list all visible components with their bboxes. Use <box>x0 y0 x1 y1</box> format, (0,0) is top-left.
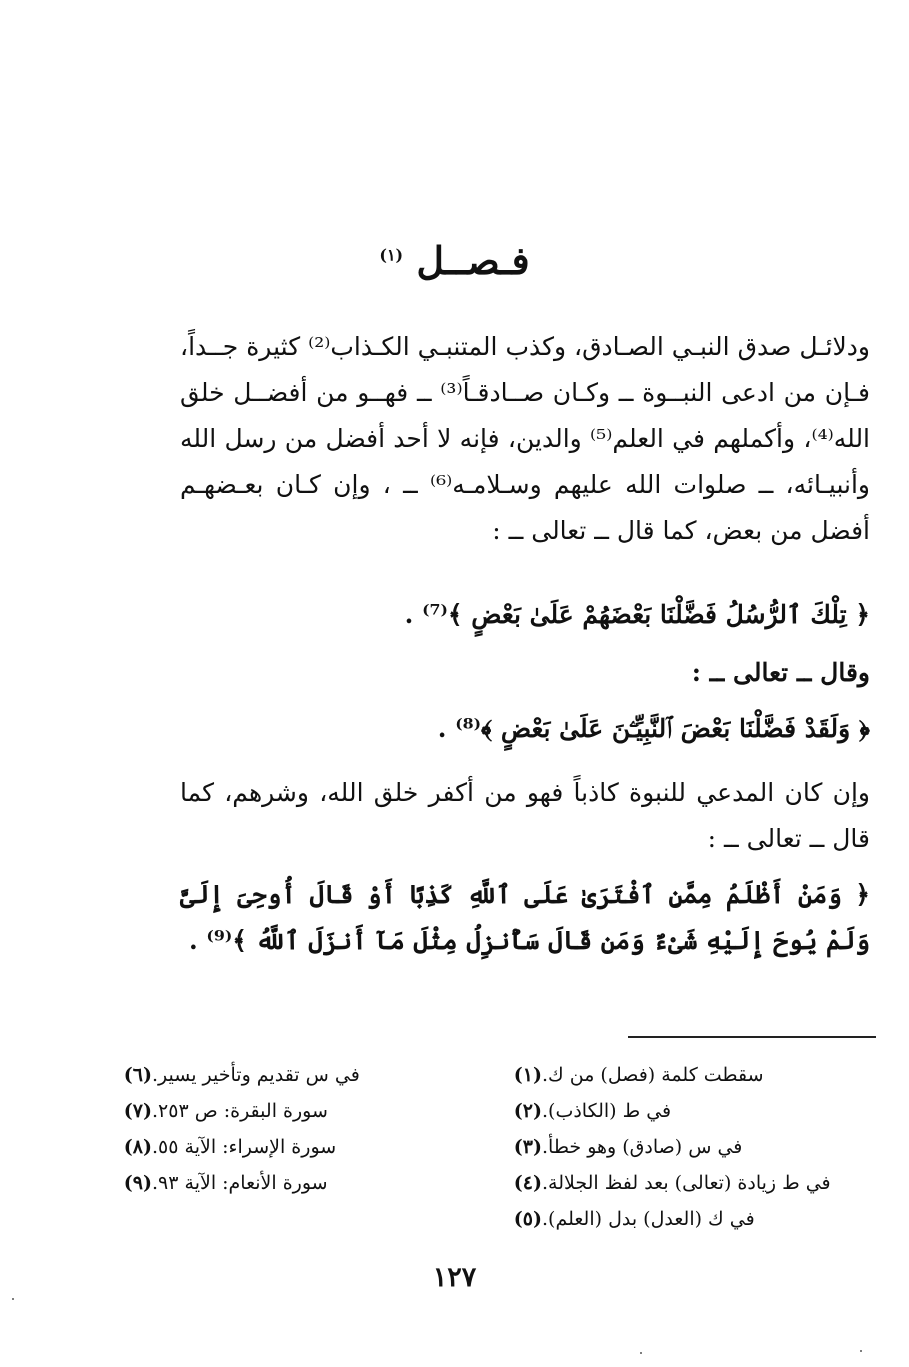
page-number: ١٢٧ <box>432 1262 477 1293</box>
footnote-text: سورة الإسراء: الآية ٥٥. <box>152 1136 337 1158</box>
footnote <box>100 1129 482 1165</box>
footnote-number: (٩) <box>123 1172 152 1194</box>
footnote <box>490 1165 870 1201</box>
section-title <box>0 238 909 283</box>
quran-verse-2: ﴿ وَلَقَدْ فَضَّلْنَا بَعْضَ ٱلنَّبِيِّـۧنَ عَلَىٰ بَعْضٍ ﴾⁽⁸⁾ . <box>437 714 870 743</box>
quran-verse-1: ﴿ تِلْكَ ٱلرُّسُلُ فَضَّلْنَا بَعْضَهُمْ عَلَىٰ بَعْضٍ ﴾⁽⁷⁾ . <box>404 600 870 629</box>
footnote-separator <box>628 1036 876 1038</box>
footnote-number: (٥) <box>513 1208 542 1230</box>
footnote <box>100 1057 482 1093</box>
footnote-text: في ك (العدل) بدل (العلم). <box>542 1208 755 1230</box>
footnote-text: في س (صادق) وهو خطأ. <box>542 1136 743 1158</box>
footnote-number: (١) <box>513 1064 542 1086</box>
paragraph-2: وإن كان المدعي للنبوة كاذباً فهو من أكفر خلق الله، وشرهم، كما قال ــ تعالى ــ : <box>180 778 871 853</box>
footnote-text: سورة الأنعام: الآية ٩٣. <box>152 1172 328 1194</box>
footnote-number: (٣) <box>513 1136 542 1158</box>
quote-intro-2: وقال ــ تعالى ــ : <box>691 658 870 687</box>
footnote-number: (٦) <box>123 1064 152 1086</box>
scan-speck <box>640 1352 642 1354</box>
footnote-number: (٧) <box>123 1100 152 1122</box>
footnote <box>100 1093 482 1129</box>
footnote-number: (٤) <box>513 1172 542 1194</box>
scan-speck <box>12 1298 14 1300</box>
footnote <box>490 1129 870 1165</box>
footnote <box>100 1165 482 1201</box>
section-title-note: (١) <box>379 245 404 265</box>
footnotes-left-column <box>100 1057 482 1201</box>
scan-speck <box>860 1350 862 1352</box>
footnote-text: في ط (الكاذب). <box>542 1100 672 1122</box>
footnote <box>490 1057 870 1093</box>
footnotes-right-column <box>490 1057 870 1237</box>
footnote-text: في س تقديم وتأخير يسير. <box>152 1064 360 1086</box>
section-title-text: فـصــل <box>416 238 530 283</box>
footnote-text: سورة البقرة: ص ٢٥٣. <box>152 1100 328 1122</box>
footnote-number: (٢) <box>513 1100 542 1122</box>
footnote <box>490 1093 870 1129</box>
footnote <box>490 1201 870 1237</box>
footnote-text: سقطت كلمة (فصل) من ك. <box>542 1064 764 1086</box>
paragraph-1: ودلائـل صدق النبـي الصـادق، وكذب المتنبـي الكـذاب⁽²⁾ كثيرة جــداً، فـإن من ادعى النبــوة ــ وكـان صــادقـاً⁽³⁾ ــ فهــو من أفضــل خلق الله⁽⁴⁾، وأكملهم في العلم⁽⁵⁾ والدين، فإنه لا أحد أفضل من رسل الله وأنبيـائه، ــ صلوات الله عليهم وسـلامـه⁽⁶⁾ ــ ، وإن كـان بعـضهـم أفضل من بعض، كما قال ــ تعالى ــ : <box>180 332 871 545</box>
footnote-number: (٨) <box>123 1136 152 1158</box>
footnote-text: في ط زيادة (تعالى) بعد لفظ الجلالة. <box>542 1172 831 1194</box>
quran-verse-3: ﴿ وَمَنْ أَظْلَمُ مِمَّنِ ٱفْتَرَىٰ عَلَى ٱللَّهِ كَذِبًا أَوْ قَالَ أُوحِىَ إِلَىَّ وَلَمْ يُوحَ إِلَيْهِ شَىْءٌ وَمَن قَالَ سَأُنزِلُ مِثْلَ مَآ أَنزَلَ ٱللَّهُ ﴾⁽⁹⁾ . <box>180 880 870 955</box>
